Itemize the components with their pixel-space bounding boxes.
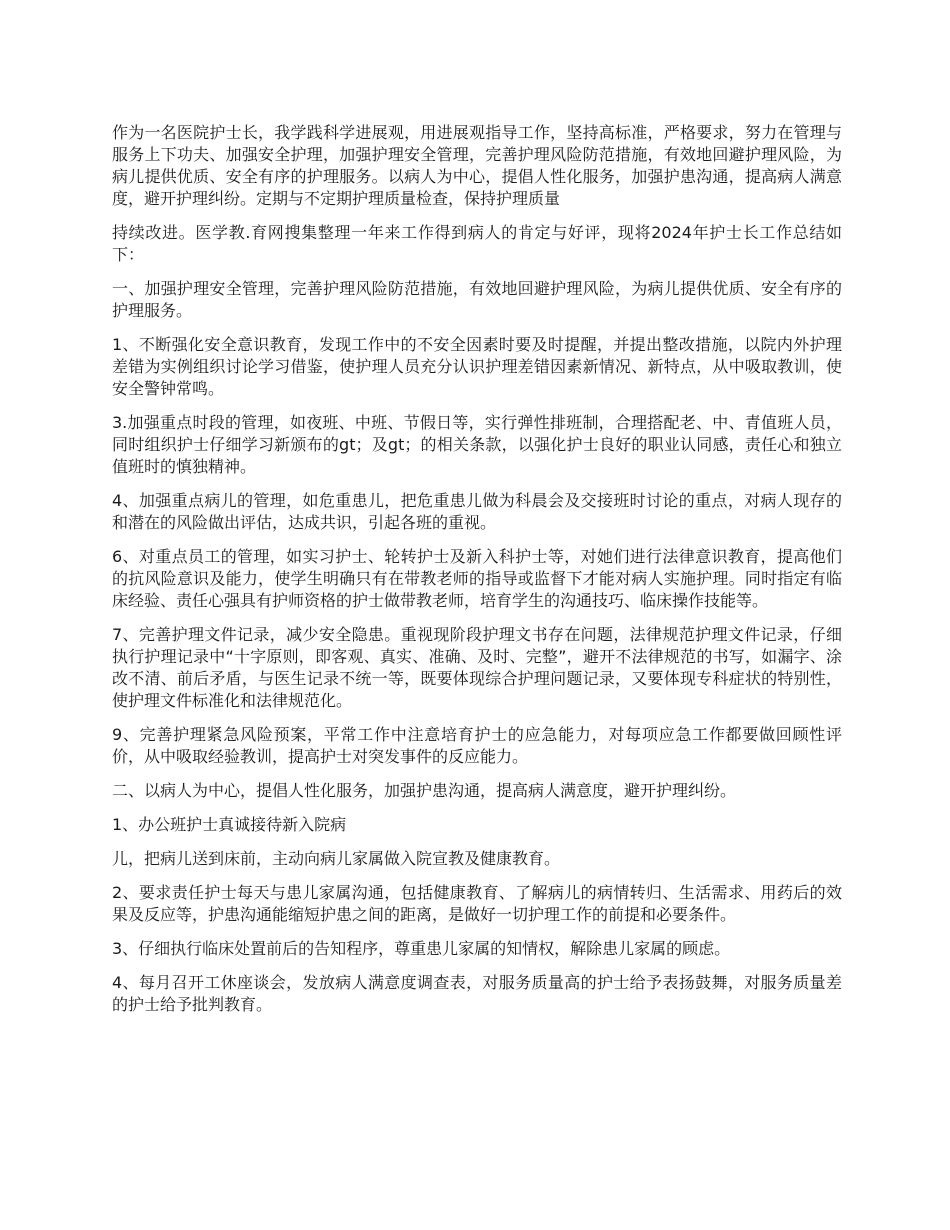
paragraph-item-2-4: 4、每月召开工休座谈会，发放病人满意度调查表，对服务质量高的护士给予表扬鼓舞，对服务质量差的护士给予批判教育。 <box>112 973 842 1014</box>
paragraph-item-1: 1、不断强化安全意识教育，发现工作中的不安全因素时要及时提醒，并提出整改措施，以院内外护理差错为实例组织讨论学习借鉴，使护理人员充分认识护理差错因素新情况、新特点，从中吸取教训，使安全警钟常鸣。 <box>112 335 842 398</box>
paragraph-intro: 作为一名医院护士长，我学践科学进展观，用进展观指导工作，坚持高标准，严格要求，努力在管理与服务上下功夫、加强安全护理，加强护理安全管理，完善护理风险防范措施，有效地回避护理风险，为病儿提供优质、安全有序的护理服务。以病人为中心，提倡人性化服务，加强护患沟通，提高病人满意度，避开护理纠纷。定期与不定期护理质量检查，保持护理质量 <box>112 123 842 208</box>
paragraph-item-2-1: 1、办公班护士真诚接待新入院病 <box>112 815 347 834</box>
paragraph-item-7: 7、完善护理文件记录，减少安全隐患。重视现阶段护理文书存在问题，法律规范护理文件记录，仔细执行护理记录中“十字原则，即客观、真实、准确、及时、完整”，避开不法律规范的书写，如漏字、涂改不清、前后矛盾，与医生记录不统一等，既要体现综合护理问题记录，又要体现专科症状的特别性，使护理文件标准化和法律规范化。 <box>112 625 842 710</box>
paragraph-item-6: 6、对重点员工的管理，如实习护士、轮转护士及新入科护士等，对她们进行法律意识教育，提高他们的抗风险意识及能力，使学生明确只有在带教老师的指导或监督下才能对病人实施护理。同时指定有临床经验、责任心强具有护师资格的护士做带教老师，培育学生的沟通技巧、临床操作技能等。 <box>112 547 842 610</box>
paragraph-item-2-3: 3、仔细执行临床处置前后的告知程序，尊重患儿家属的知情权，解除患儿家属的顾虑。 <box>112 939 731 958</box>
paragraph-item-3: 3.加强重点时段的管理，如夜班、中班、节假日等，实行弹性排班制，合理搭配老、中、青值班人员，同时组织护士仔细学习新颁布的gt；及gt；的相关条款，以强化护士良好的职业认同感，责任心和独立值班时的慎独精神。 <box>112 413 842 476</box>
section-heading-2: 二、以病人为中心，提倡人性化服务，加强护患沟通，提高病人满意度，避开护理纠纷。 <box>112 781 737 800</box>
section-heading-1: 一、加强护理安全管理，完善护理风险防范措施，有效地回避护理风险，为病儿提供优质、安全有序的护理服务。 <box>112 279 842 320</box>
paragraph-item-2-2: 2、要求责任护士每天与患儿家属沟通，包括健康教育、了解病儿的病情转归、生活需求、用药后的效果及反应等，护患沟通能缩短护患之间的距离，是做好一切护理工作的前提和必要条件。 <box>112 883 842 924</box>
paragraph-item-2-1-continued: 儿，把病儿送到床前，主动向病儿家属做入院宣教及健康教育。 <box>112 849 561 868</box>
paragraph-item-9: 9、完善护理紧急风险预案，平常工作中注意培育护士的应急能力，对每项应急工作都要做回顾性评价，从中吸取经验教训，提高护士对突发事件的反应能力。 <box>112 725 842 766</box>
paragraph-intro-continued: 持续改进。医学教.育网搜集整理一年来工作得到病人的肯定与好评，现将2024年护士长工作总结如下： <box>112 223 842 264</box>
document-page <box>112 122 842 1028</box>
paragraph-item-4: 4、加强重点病儿的管理，如危重患儿，把危重患儿做为科晨会及交接班时讨论的重点，对病人现存的和潜在的风险做出评估，达成共识，引起各班的重视。 <box>112 491 842 532</box>
